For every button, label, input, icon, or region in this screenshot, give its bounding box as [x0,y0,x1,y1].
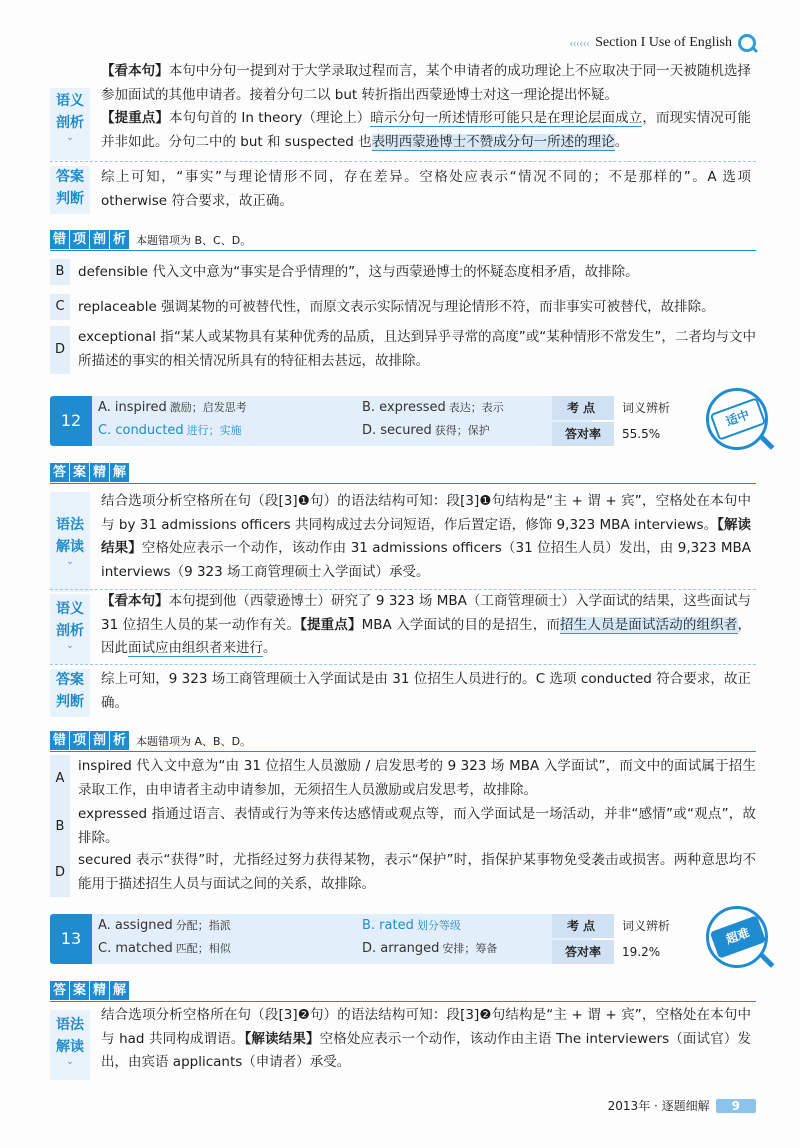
option-meaning: 获得；保护 [434,424,490,437]
tag-note: 本题错项为 A、B、D。 [136,734,252,748]
tag-char: 析 [110,230,129,249]
accuracy-label: 答对率 [552,422,614,446]
option-word: C. conducted [98,423,184,438]
accuracy-value: 19.2% [622,945,661,959]
option-text: inspired 代入文中意为“由 31 位招生人员激励 / 启发思考的 9 323 场 MBA 入学面试”，而文中的面试属于招生录取工作，由申请者主动申请参加，无须招生人员激励或启发思考，故排除。 [78,758,756,798]
option-text: expressed 指通过语言、表情或行为等来传达感情或观点等，而入学面试是一场活动，并非“感情”或“观点”，故排除。 [78,806,756,846]
tag-char: 项 [70,731,89,750]
chevron-down-icon: ⌄ [66,557,74,567]
tag-char: 剖 [90,230,109,249]
option-meaning: 表达；表示 [448,401,504,414]
text-span: 。 [614,133,629,150]
tag-underline [50,751,756,752]
text-span: 。 [263,640,277,656]
tag-char: 答 [50,463,69,482]
option-letter: C [50,294,70,320]
underlined-text: 面试应由组织者来进行 [128,640,263,656]
highlighted-text: 招生人员是面试活动的组织者 [560,616,738,633]
question-13-bar [50,914,756,964]
option-word: A. assigned [98,918,173,933]
options-panel [92,396,592,446]
side-label-line: 语法 [56,517,84,533]
section-title: Section I Use of English [595,35,732,50]
option-b-correct [362,917,461,933]
difficulty-badge [706,388,768,450]
chevron-down-icon: ⌄ [66,133,74,143]
yuyi-side-label [50,88,90,160]
text-span: ，而现实情况可能并非如此。分句二中的 but 和 suspected 也 [101,110,752,150]
meta-labels [552,396,614,446]
tag-char: 答 [50,981,69,1000]
tag-char: 案 [70,463,89,482]
tag-char: 解 [110,981,129,1000]
option-meaning: 进行；实施 [186,424,242,437]
kaodian-label: 考点 [552,396,614,420]
option-meaning: 激励；启发思考 [169,401,247,414]
difficulty-label: 适中 [710,397,767,440]
answer-analysis-tag [50,981,130,1000]
daan-text: 综上可知，9 323 场工商管理硕士入学面试是由 31 位招生人员进行的。C 选项 conducted 符合要求，故正确。 [101,671,751,711]
option-d [362,940,497,956]
highlighted-text: 表明西蒙逊博士不赞成分句一所述的理论 [371,133,615,150]
page-header [569,34,756,52]
option-text: exceptional 指“某人或某物具有某种优秀的品质，且达到异乎寻常的高度”或“某种情形不常发生”，二者均与文中所描述的事实的相关情况所具有的特征相去甚远，故排除。 [78,329,756,369]
tag-char: 错 [50,731,69,750]
kan-ben-ju-marker: 【看本句】 [101,593,169,609]
question-12-bar [50,396,756,446]
tag-underline [50,483,756,484]
options-panel [92,914,592,964]
paragraph: 本句提到他（西蒙逊博士）研究了 9 323 场 MBA（工商管理硕士）入学面试的结果，这些面试与 31 位招生人员的某一动作有关。 [101,593,752,633]
wrong-option-tag [50,230,251,249]
option-meaning: 划分等级 [416,919,461,932]
option-letter: A [50,755,70,803]
tag-char: 项 [70,230,89,249]
accuracy-value: 55.5% [622,427,661,441]
kan-ben-ju-marker: 【看本句】 [101,63,169,79]
option-a [98,917,231,933]
option-text: replaceable 强调某物的可被替代性，而原文表示实际情况与理论情形不符，而非事实可被替代，故排除。 [78,299,715,315]
question-number: 12 [50,396,92,446]
page-number: 9 [716,1099,756,1113]
page-footer [608,1097,756,1114]
side-label-line: 剖析 [56,623,84,639]
text-span: ，因此 [101,616,752,656]
yufa-side-label [50,492,90,592]
wrong-option-row [50,326,756,374]
side-label-line: 判断 [56,694,84,710]
jiedu-jieguo-marker: 【解读结果】 [244,1030,320,1047]
yufa-text [101,1004,751,1075]
ti-zhong-dian-marker: 【提重点】 [101,110,169,126]
daan-text: 综上可知，“事实”与理论情形不同，存在差异。空格处应表示“情况不同的；不是那样的”。A 选项 otherwise 符合要求，故正确。 [101,169,751,209]
option-b [362,399,504,415]
option-word: D. secured [362,423,432,438]
daan-side-label [50,669,90,717]
paragraph: 结合选项分析空格所在句（段[3]❷句）的语法结构可知：段[3]❷句结构是“主 + 谓 + 宾”，空格处在本句中与 had 共同构成谓语。 [101,1007,751,1047]
meta-values [622,914,712,964]
question-number: 13 [50,914,92,964]
answer-analysis-tag [50,463,130,482]
tag-char: 精 [90,981,109,1000]
yuyi-text [101,590,751,661]
yufa-side-label [50,1010,90,1080]
meta-values [622,396,712,446]
tag-underline [50,250,756,251]
side-label-line: 解读 [56,1039,84,1055]
magnifier-q-icon [738,34,756,52]
tag-char: 析 [110,731,129,750]
wrong-option-tag [50,731,251,750]
tag-char: 案 [70,981,89,1000]
wrong-option-row [50,803,756,851]
chevron-down-icon: ⌄ [66,641,74,651]
tag-note: 本题错项为 B、C、D。 [136,233,252,247]
paragraph: 空格处应表示一个动作，该动作由主语 The interviewers（面试官）发出，由宾语 applicants（申请者）承受。 [101,1030,752,1070]
option-word: C. matched [98,941,173,956]
side-label-line: 语义 [56,601,84,617]
option-text: defensible 代入文中意为“事实是合乎情理的”，这与西蒙逊博士的怀疑态度相矛盾，故排除。 [78,264,639,280]
wrong-option-row [50,755,756,803]
option-word: B. rated [362,918,414,933]
difficulty-badge [706,906,768,968]
tag-char: 精 [90,463,109,482]
side-label-line: 语法 [56,1017,84,1033]
accuracy-label: 答对率 [552,940,614,964]
side-label-line: 剖析 [56,115,84,131]
underlined-text: 暗示分句一所述情形可能只是在理论层面成立 [370,110,643,126]
option-meaning: 匹配；相似 [175,942,231,955]
paragraph: 空格处应表示一个动作，该动作由 31 admissions officers（31 位招生人员）发出，由 9,323 MBA interviews（9 323 场工商管理硕士入学面试）承受。 [101,540,752,580]
wrong-option-row [50,259,756,285]
difficulty-label: 超难 [710,915,767,958]
option-a [98,399,247,415]
jiedu-jieguo-marker: 【解读结果】 [101,516,752,556]
paragraph: 本句中分句一提到对于大学录取过程而言，某个申请者的成功理论上不应取决于同一天被随机选择参加面试的其他申请者。接着分句二以 but 转折指出西蒙逊博士对这一理论提出怀疑。 [101,63,752,103]
tag-char: 错 [50,230,69,249]
option-d [362,422,490,438]
option-meaning: 分配；指派 [175,919,231,932]
yuyi-side-label [50,594,90,664]
option-letter: D [50,326,70,374]
option-letter: B [50,259,70,285]
side-label-line: 答案 [56,169,84,185]
wrong-option-row [50,294,756,320]
paragraph: 结合选项分析空格所在句（段[3]❶句）的语法结构可知：段[3]❶句结构是“主 + 谓 + 宾”，空格处在本句中与 by 31 admissions officers 共同构成过去分词短语，作后置定语，修饰 9,323 MBA interviews。 [101,493,751,533]
wrong-option-row [50,849,756,897]
side-label-line: 答案 [56,672,84,688]
yufa-text [101,490,751,584]
option-c-correct [98,422,242,438]
meta-labels [552,914,614,964]
kaodian-value: 词义辨析 [622,401,671,415]
option-text: secured 表示“获得”时，尤指经过努力获得某物，表示“保护”时，指保护某事物免受袭击或损害。两种意思均不能用于描述招生人员与面试之间的关系，故排除。 [78,852,756,892]
option-word: A. inspired [98,400,167,415]
side-label-line: 判断 [56,191,84,207]
ti-zhong-dian-marker: 【提重点】 [300,616,362,633]
side-label-line: 解读 [56,539,84,555]
text-span: MBA 入学面试的目的是招生，而 [361,616,561,633]
divider [50,161,756,162]
option-letter: B [50,803,70,851]
kaodian-value: 词义辨析 [622,919,671,933]
tag-char: 解 [110,463,129,482]
option-word: D. arranged [362,941,440,956]
daan-side-label [50,166,90,214]
footer-label: 2013年 · 逐题细解 [607,1099,710,1113]
yuyi-text [101,60,751,154]
side-label-line: 语义 [56,93,84,109]
kaodian-label: 考点 [552,914,614,938]
option-c [98,940,231,956]
option-letter: D [50,849,70,897]
arrows-icon: ‹‹‹‹‹‹ [569,35,590,50]
option-meaning: 安排；筹备 [442,942,498,955]
tag-char: 剖 [90,731,109,750]
text-span: 本句句首的 In theory（理论上） [169,110,371,126]
tag-underline [50,1001,756,1002]
divider [50,664,756,665]
option-word: B. expressed [362,400,446,415]
chevron-down-icon: ⌄ [66,1057,74,1067]
